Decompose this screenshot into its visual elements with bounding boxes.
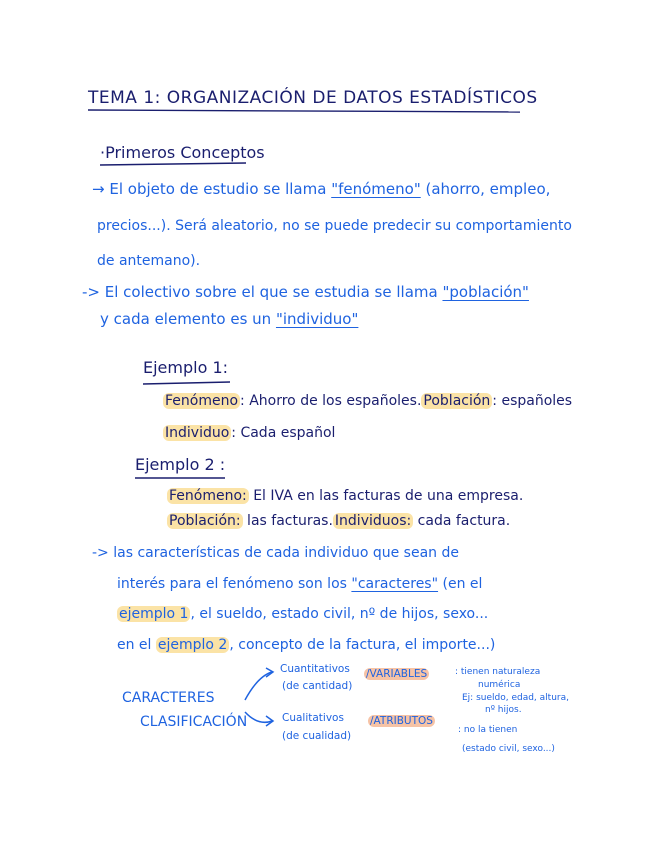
caracteres-label: CARACTERES: [122, 690, 215, 706]
title-underline: [88, 110, 520, 112]
variables-desc4: nº hijos.: [485, 705, 522, 715]
variables-desc3: Ej: sueldo, edad, altura,: [462, 693, 569, 703]
term-fenomeno: "fenómeno": [331, 180, 421, 198]
bullet3-line3: ejemplo 1 , el sueldo, estado civil, nº de hijos, sexo...: [119, 606, 489, 622]
bullet3-line1: -> las características de cada individuo que sean de: [92, 545, 459, 561]
bullet1-line2: precios...). Será aleatorio, no se puede predecir su comportamiento: [97, 218, 572, 234]
subtitle-underline: [100, 163, 246, 165]
ejemplo1-row1: Fenómeno : Ahorro de los españoles. Población : españoles: [165, 393, 573, 409]
bullet3-line2: interés para el fenómeno son los "caracteres" (en el: [117, 576, 483, 592]
ejemplo2-row1: Fenómeno: El IVA en las facturas de una empresa.: [169, 488, 524, 504]
cualitativos-sub: (de cualidad): [282, 730, 352, 742]
section-subtitle: ·Primeros Conceptos: [100, 143, 265, 162]
atributos-desc2: (estado civil, sexo...): [462, 744, 555, 754]
variables-desc1: : tienen naturaleza: [455, 667, 541, 677]
cuantitativos-label: Cuantitativos: [280, 663, 350, 675]
cualitativos-label: Cualitativos: [282, 712, 344, 724]
clasificacion-label: CLASIFICACIÓN: [140, 714, 248, 730]
variables-label: /VARIABLES: [366, 668, 428, 680]
ejemplo2-heading: Ejemplo 2 :: [135, 455, 226, 474]
arrow-icon: ->: [92, 545, 109, 561]
variables-desc2: numérica: [478, 680, 521, 690]
bullet3-line4: en el ejemplo 2 , concepto de la factura, el importe...): [117, 637, 496, 653]
atributos-label: /ATRIBUTOS: [370, 715, 433, 727]
term-poblacion: "población": [442, 283, 529, 301]
term-caracteres: "caracteres": [351, 576, 439, 592]
atributos-desc1: : no la tienen: [458, 725, 518, 735]
term-individuo: "individuo": [275, 310, 359, 328]
ejemplo1-underline: [143, 382, 230, 384]
bullet1-line3: de antemano).: [97, 253, 201, 269]
ejemplo2-row2: Población: las facturas. Individuos: cada factura.: [169, 513, 511, 529]
arrow-icon: ->: [82, 283, 100, 301]
bullet2-line2: y cada elemento es un "individuo": [100, 310, 359, 328]
ejemplo1-row2: Individuo : Cada español: [165, 425, 336, 441]
cuantitativos-sub: (de cantidad): [282, 680, 353, 692]
bullet2-line1: -> El colectivo sobre el que se estudia se llama "población": [82, 283, 529, 301]
arrow-icon: →: [92, 180, 105, 198]
bullet1-line1: → El objeto de estudio se llama "fenómeno" (ahorro, empleo,: [92, 180, 551, 198]
ejemplo1-heading: Ejemplo 1:: [143, 358, 229, 377]
page-title: TEMA 1: ORGANIZACIÓN DE DATOS ESTADÍSTICOS: [88, 88, 538, 108]
